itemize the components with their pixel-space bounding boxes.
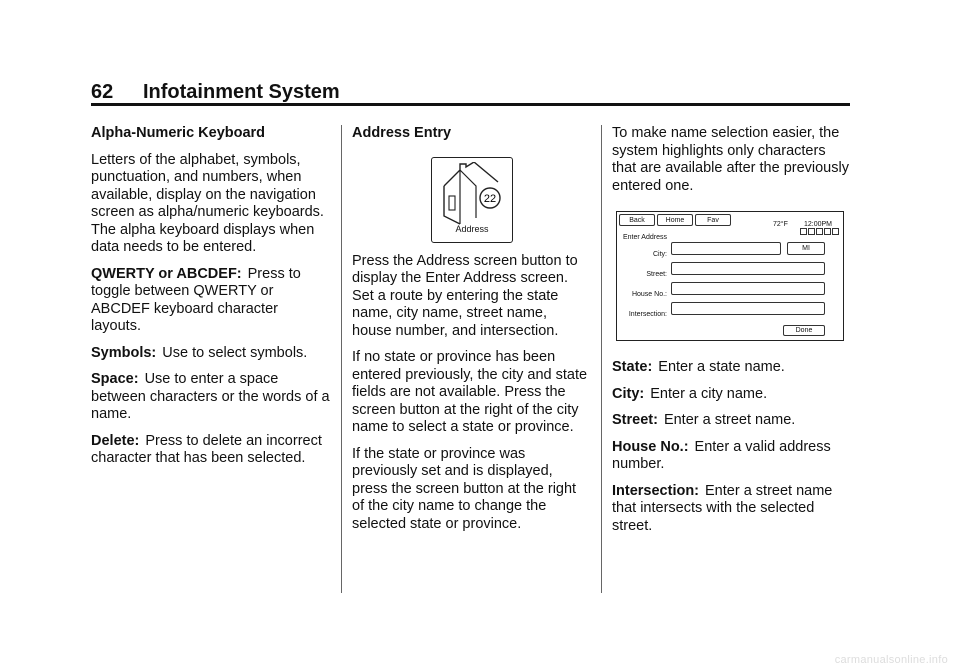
definition-city xyxy=(612,386,852,404)
done-button: Done xyxy=(783,325,825,336)
definition: Enter a state name. xyxy=(658,359,785,375)
term: State: xyxy=(612,359,653,375)
screen-title: Enter Address xyxy=(623,234,667,241)
house-number-label: House No.: xyxy=(631,291,667,298)
intersection-label: Intersection: xyxy=(628,311,667,318)
term: Street: xyxy=(612,412,658,428)
intersection-field xyxy=(671,302,825,315)
column-divider xyxy=(341,125,342,593)
column-divider xyxy=(601,125,602,593)
definition: Press to toggle between QWERTY or ABCDEF keyboard character layouts. xyxy=(91,265,301,334)
definition-space xyxy=(91,371,331,424)
status-icon xyxy=(832,228,839,235)
address-para-2: If no state or province has been entered previously, the city and state fields are not available. Press the screen button at the right of the city name to select a state or province. xyxy=(352,349,588,435)
enter-address-screen-illustration xyxy=(616,211,844,341)
term: Symbols: xyxy=(91,344,157,361)
status-icons xyxy=(800,228,839,235)
definition-qwerty xyxy=(91,266,331,336)
column-1 xyxy=(91,125,331,477)
definition: Enter a valid address number. xyxy=(612,438,831,472)
definition-delete xyxy=(91,433,331,468)
city-field xyxy=(671,242,781,255)
address-entry-heading: Address Entry xyxy=(352,125,452,141)
term: Intersection: xyxy=(612,482,700,499)
keyboard-heading: Alpha-Numeric Keyboard xyxy=(91,125,266,141)
state-button: MI xyxy=(787,242,825,255)
term: QWERTY or ABCDEF: xyxy=(91,265,242,282)
header-rule xyxy=(91,103,850,106)
definition: Press to delete an incorrect character that has been selected. xyxy=(91,432,322,466)
term: Delete: xyxy=(91,432,140,449)
status-icon xyxy=(800,228,807,235)
definition: Enter a street name. xyxy=(663,412,796,428)
temperature: 72°F xyxy=(773,221,788,228)
definition-house-number xyxy=(612,439,852,474)
watermark: carmanualsonline.info xyxy=(834,654,948,666)
definition: Use to enter a space between characters or the words of a name. xyxy=(91,371,330,422)
column-2 xyxy=(352,125,590,542)
definition: Enter a street name that intersects with the selected street. xyxy=(612,482,833,534)
term: Space: xyxy=(91,371,139,387)
definition-state xyxy=(612,359,852,377)
clock: 12:00PM xyxy=(804,221,833,228)
keyboard-intro: Letters of the alphabet, symbols, punctuation, and numbers, when available, display on the navigation screen as alpha/numeric keyboards. The alpha keyboard displays when data needs to be entered. xyxy=(91,151,324,255)
status-icon xyxy=(824,228,831,235)
back-button: Back xyxy=(619,214,655,226)
city-label: City: xyxy=(653,251,667,258)
definition: Use to select symbols. xyxy=(162,344,308,361)
status-icon xyxy=(816,228,823,235)
street-label: Street: xyxy=(646,271,667,278)
icon-badge-number: 22 xyxy=(483,192,497,205)
address-icon-label: Address xyxy=(455,224,489,234)
fav-button: Fav xyxy=(695,214,731,226)
section-title: Infotainment System xyxy=(143,81,340,103)
house-number-field xyxy=(671,282,825,295)
selection-intro: To make name selection easier, the system highlights only characters that are available after the previously entered one. xyxy=(612,125,849,194)
address-para-1: Press the Address screen button to display the Enter Address screen. Set a route by entering the state name, city name, street name, house number, and intersection. xyxy=(352,252,578,339)
definition-intersection xyxy=(612,483,852,536)
street-field xyxy=(671,262,825,275)
address-para-3: If the state or province was previously set and is displayed, press the screen button at the right of the city name to change the selected state or province. xyxy=(352,445,577,532)
status-icon xyxy=(808,228,815,235)
term: City: xyxy=(612,385,645,402)
address-house-icon xyxy=(438,162,508,228)
definition-street xyxy=(612,412,852,430)
term: House No.: xyxy=(612,438,689,455)
page-number: 62 xyxy=(91,81,114,103)
home-button: Home xyxy=(657,214,693,226)
column-3 xyxy=(612,125,852,544)
definition-symbols xyxy=(91,345,331,363)
address-button-illustration xyxy=(431,157,513,243)
definition: Enter a city name. xyxy=(650,385,768,402)
